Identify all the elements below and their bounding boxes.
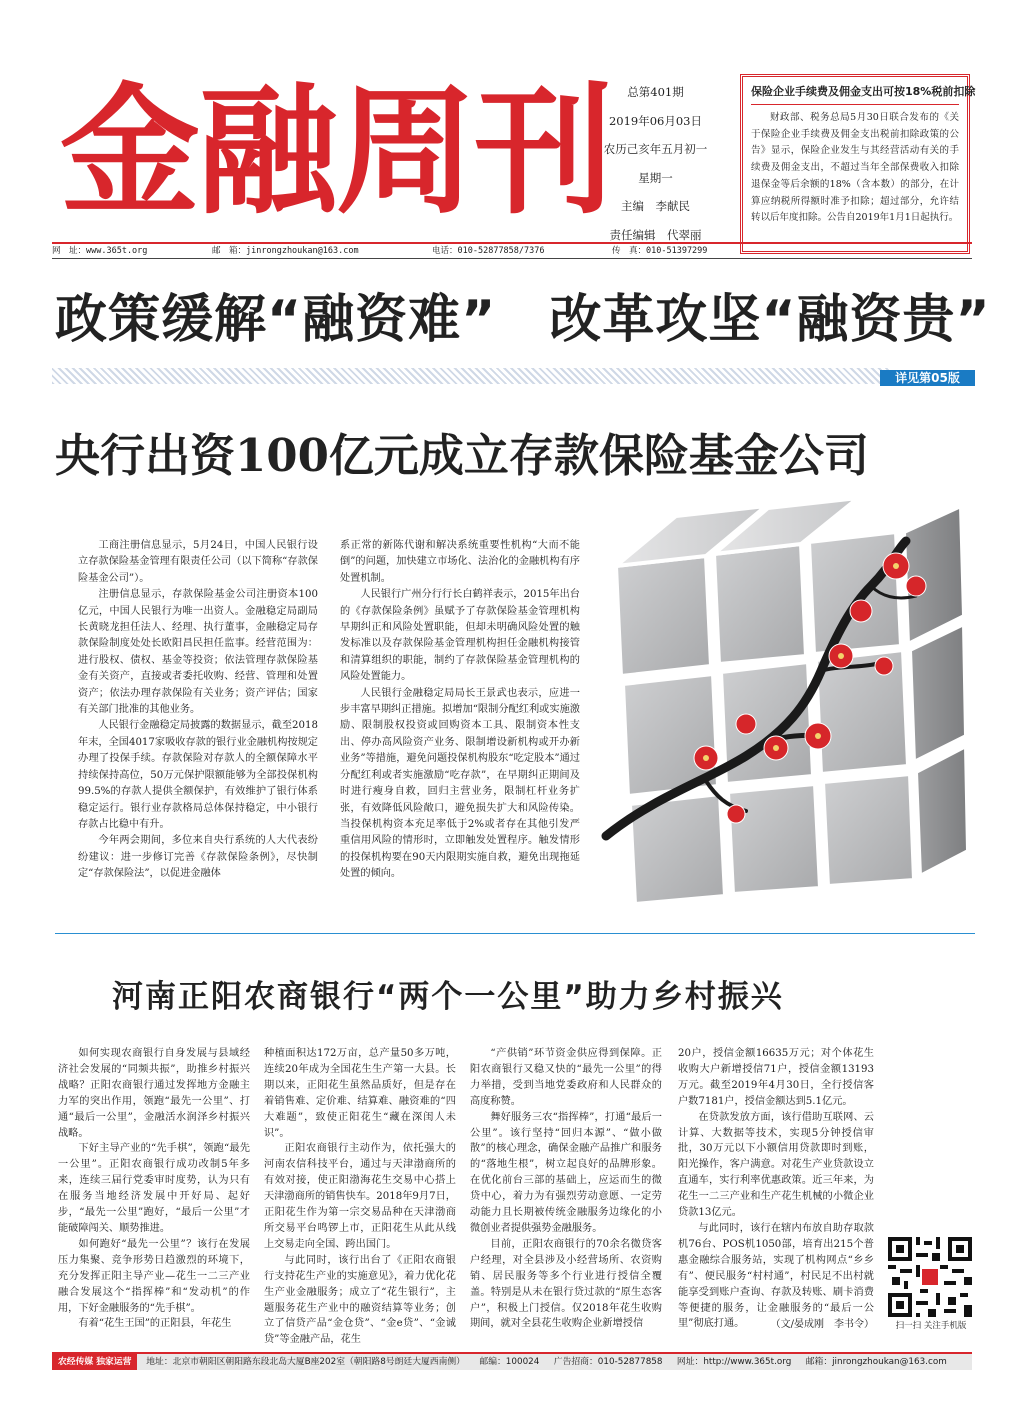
issue-number: 总第401期 [627, 85, 684, 99]
see-page-tag: 详见第05版 [880, 370, 975, 386]
footer-website[interactable]: 网址：http://www.365t.org [676, 1357, 792, 1367]
paragraph: 注册信息显示，存款保险基金公司注册资本100亿元，中国人民银行为唯一出资人。金融稳定局副局长黄晓龙担任法人、经理、执行董事，金融稳定局存款保险制度处处长欧阳昌民担任监事。经营范围为：进行股权、债权、基金等投资；依法管理存款保险基金有关资产，直接或者委托收购、经营、管理和处置资产；依法办理存款保险有关业务；资产评估；国家有关部门批准的其他业务。 [78, 589, 318, 716]
paragraph: 工商注册信息显示，5月24日，中国人民银行设立存款保险基金管理有限责任公司（以下简称“存款保险基金公司”）。 [78, 540, 318, 584]
paragraph: 有着“花生王国”的正阳县，年花生 [78, 1318, 232, 1330]
paragraph: 20户，授信金额16635万元；对个体花生收购大户新增授信71户，授信金额13193万元。截至2019年4月30日，全行授信客户数7181户，授信金额达到5.1亿元。 [678, 1048, 874, 1107]
cube-plum-blossom-illustration [596, 496, 976, 916]
masthead-title: 金融周刊 [60, 71, 613, 234]
contact-email: 邮 箱：jinrongzhoukan@163.com [212, 246, 359, 256]
contact-phone: 电话：010-52877858/7376 [432, 246, 545, 256]
responsible-editor: 责任编辑 代翠丽 [609, 227, 702, 242]
paragraph: 人民银行广州分行行长白鹤祥表示，2015年出台的《存款保险条例》虽赋予了存款保险基金管理机构早期纠正和风险处置职能，但却未明确风险处置的触发标准以及存款保险基金管理机构担任金融机构接管和清算组织的职能，制约了存款保险基金管理机构的风险处置能力。 [340, 589, 580, 683]
paragraph: 人民银行金融稳定局披露的数据显示，截至2018年末，全国4017家吸收存款的银行业金融机构按规定办理了投保手续。存款保险对存款人的全额保障水平持续保持高位，50万元保护限额能够为全部投保机构99.5%的存款人提供全额保护，有效维护了银行体系稳定运行。银行业存款格局总体保持稳定，中小银行存款占比稳中有升。 [78, 720, 318, 830]
paragraph: 正阳农商银行主动作为，依托强大的河南农信科技平台，通过与天津渤商所的有效对接，使正阳渤海花生交易中心搭上天津渤商所的销售快车。2018年9月7日，正阳花生作为第一宗交易品种在天津渤商所交易平台鸣锣上市，正阳花生从此从线上交易走向全国、跨出国门。 [264, 1143, 456, 1250]
footer-bar [52, 1352, 972, 1370]
paragraph: 种植面积达172万亩，总产量50多万吨，连续20年成为全国花生生产第一大县。长期以来，正阳花生虽然品质好，但是存在着销售难、定价难、结算难、融资难的“四大难题”，致使正阳花生“藏在深闺人未识”。 [264, 1048, 456, 1139]
paragraph: 与此同时，该行在辖内布放自助存取款机76台、POS机1050部，培育出215个普惠金融综合服务站，实现了机构网点“乡乡有”、便民服务“村村通”，村民足不出村就能享受到账户查询、存款及转账、刷卡消费等便捷的服务，让金融服务的“最后一公里”彻底打通。 [678, 1222, 874, 1330]
paragraph: 下好主导产业的“先手棋”，领跑“最先一公里”。正阳农商银行成功改制5年多来，连续三届行党委审时度势，认为只有在服务当地经济发展中开好局、起好步，“最先一公里”跑好，“最后一公里”才能破障闯关、顺势推进。 [58, 1143, 250, 1234]
chief-editor: 主编 李献民 [621, 199, 690, 213]
footer-brand: 农经传媒 独家运营 [52, 1354, 137, 1370]
news-brief-title: 保险企业手续费及佣金支出可按18%税前扣除 [751, 83, 959, 105]
paragraph: 目前，正阳农商银行的70余名微贷客户经理，对全县涉及小经营场所、农资购销、居民服务等多个行业进行授信全覆盖。特别是从未在银行贷过款的“原生态客户”，积极上门授信。仅2018年花生收购期间，就对全县花生收购企业新增授信 [470, 1238, 662, 1330]
article2-byline: （文/晏成刚 李书令） [770, 1319, 874, 1330]
contact-website: 网 址：www.365t.org [52, 246, 148, 256]
paragraph: “产供销”环节资金供应得到保障。正阳农商银行又稳又快的“最先一公里”的得力举措，受到当地党委政府和人民群众的高度称赞。 [470, 1048, 662, 1107]
article2-column-4 [678, 1046, 874, 1332]
article2-column-3 [470, 1046, 662, 1332]
weekday: 星期一 [638, 170, 673, 185]
article2-column-1 [58, 1046, 250, 1332]
paragraph: 与此同时，该行出台了《正阳农商银行支持花生产业的实施意见》，着力优化花生产业金融服务；成立了“花生银行”，主题服务花生产业中的融资结算等业务；创立了信贷产品“金仓贷”、“金e贷”、“金诚贷”等金融产品，花生 [264, 1254, 456, 1346]
contact-fax: 传 真：010-51397299 [612, 246, 708, 256]
article2-column-2 [264, 1046, 456, 1348]
paragraph: 系正常的新陈代谢和解决系统重要性机构“大而不能倒”的问题，加快建立市场化、法治化的金融机构有序处置机制。 [340, 540, 580, 584]
contact-bar [52, 242, 972, 259]
qr-code-icon[interactable] [888, 1237, 972, 1317]
decorative-stripe [52, 368, 892, 384]
footer-ads: 广告招商：010-52877858 [553, 1357, 663, 1367]
paragraph: 如何跑好“最先一公里”？该行在发展压力集聚、竞争形势日趋激烈的环境下，充分发挥正阳主导产业—花生一二三产业融合发展这个“指挥棒”和“发动机”的作用，下好金融服务的“先手棋”。 [58, 1238, 250, 1314]
paragraph: 如何实现农商银行自身发展与县域经济社会发展的“同频共振”，助推乡村振兴战略？正阳农商银行通过发挥地方金融主力军的突出作用，领跑“最先一公里”、打通“最后一公里”，金融活水润泽乡村振兴战略。 [58, 1048, 250, 1139]
lunar-date: 农历己亥年五月初一 [603, 142, 708, 156]
paragraph: 今年两会期间，多位来自央行系统的人大代表纷纷建议：进一步修订完善《存款保险条例》，尽快制定“存款保险法”，以促进金融体 [78, 835, 318, 880]
paragraph: 舞好服务三农“指挥棒”，打通“最后一公里”。该行坚持“回归本源”、“做小做散”的核心理念，确保金融产品推广和服务的“落地生根”，树立起良好的品牌形象。在优化前台三部的基础上，应运而生的微贷中心，着力为有强烈劳动意愿、一定劳动能力且长期被传统金融服务边缘化的小微创业者提供强势金融服务。 [470, 1111, 662, 1234]
paragraph: 在贷款发放方面，该行借助互联网、云计算、大数据等技术，实现5分钟授信审批，30万元以下小额信用贷款即时到账，阳光操作，客户满意。对花生产业贷款设立直通车，实行利率优惠政策。近三年来，为花生一二三产业和生产花生机械的小微企业贷款13亿元。 [678, 1111, 874, 1219]
article1-column-2 [340, 538, 580, 883]
news-brief-body: 财政部、税务总局5月30日联合发布的《关于保险企业手续费及佣金支出税前扣除政策的公告》显示，保险企业发生与其经营活动有关的手续费及佣金支出，不超过当年全部保费收入扣除退保金等后余额的18%（含本数）的部分，在计算应纳税所得额时准予扣除；超过部分，允许结转以后年度扣除。公告自2019年1月1日起执行。 [751, 112, 959, 224]
footer-address: 地址：北京市朝阳区朝阳路东段北岛大厦B座202室（朝阳路8号朗廷大厦西南侧） [146, 1357, 465, 1367]
headline-top: 政策缓解“融资难” 改革攻坚“融资贵” [55, 290, 991, 350]
footer-email[interactable]: 邮箱：jinrongzhoukan@163.com [805, 1357, 947, 1367]
issue-info [588, 78, 723, 249]
paragraph: 人民银行金融稳定局局长王景武也表示，应进一步丰富早期纠正措施。拟增加“限制分配红利或实施激励、限制股权投资或回购资本工具、限制资本性支出、停办高风险资产业务、限制增设新机构或开办新业务”等措施，避免问题投保机构股东“吃定股本”通过分配红利或者实施激励“吃存款”，在早期纠正期间及时进行瘦身自救，回归主营业务，限制杠杆业务扩张，有效降低风险敞口，避免损失扩大和风险传染。当投保机构资本充足率低于2%或者存在其他引发严重信用风险的情形时，立即触发处置程序。触发情形的投保机构要在90天内限期实施自救，避免出现拖延处置的倾向。 [340, 687, 580, 880]
qr-caption: 扫一扫 关注手机版 [895, 1321, 967, 1331]
article1-column-1 [78, 538, 318, 883]
issue-date: 2019年06月03日 [608, 113, 703, 128]
news-brief-box [740, 74, 976, 254]
article1-title: 央行出资100亿元成立存款保险基金公司 [55, 429, 869, 482]
footer-postcode: 邮编：100024 [479, 1357, 540, 1367]
article2-title: 河南正阳农商银行“两个一公里”助力乡村振兴 [112, 979, 784, 1015]
section-divider [55, 933, 975, 934]
